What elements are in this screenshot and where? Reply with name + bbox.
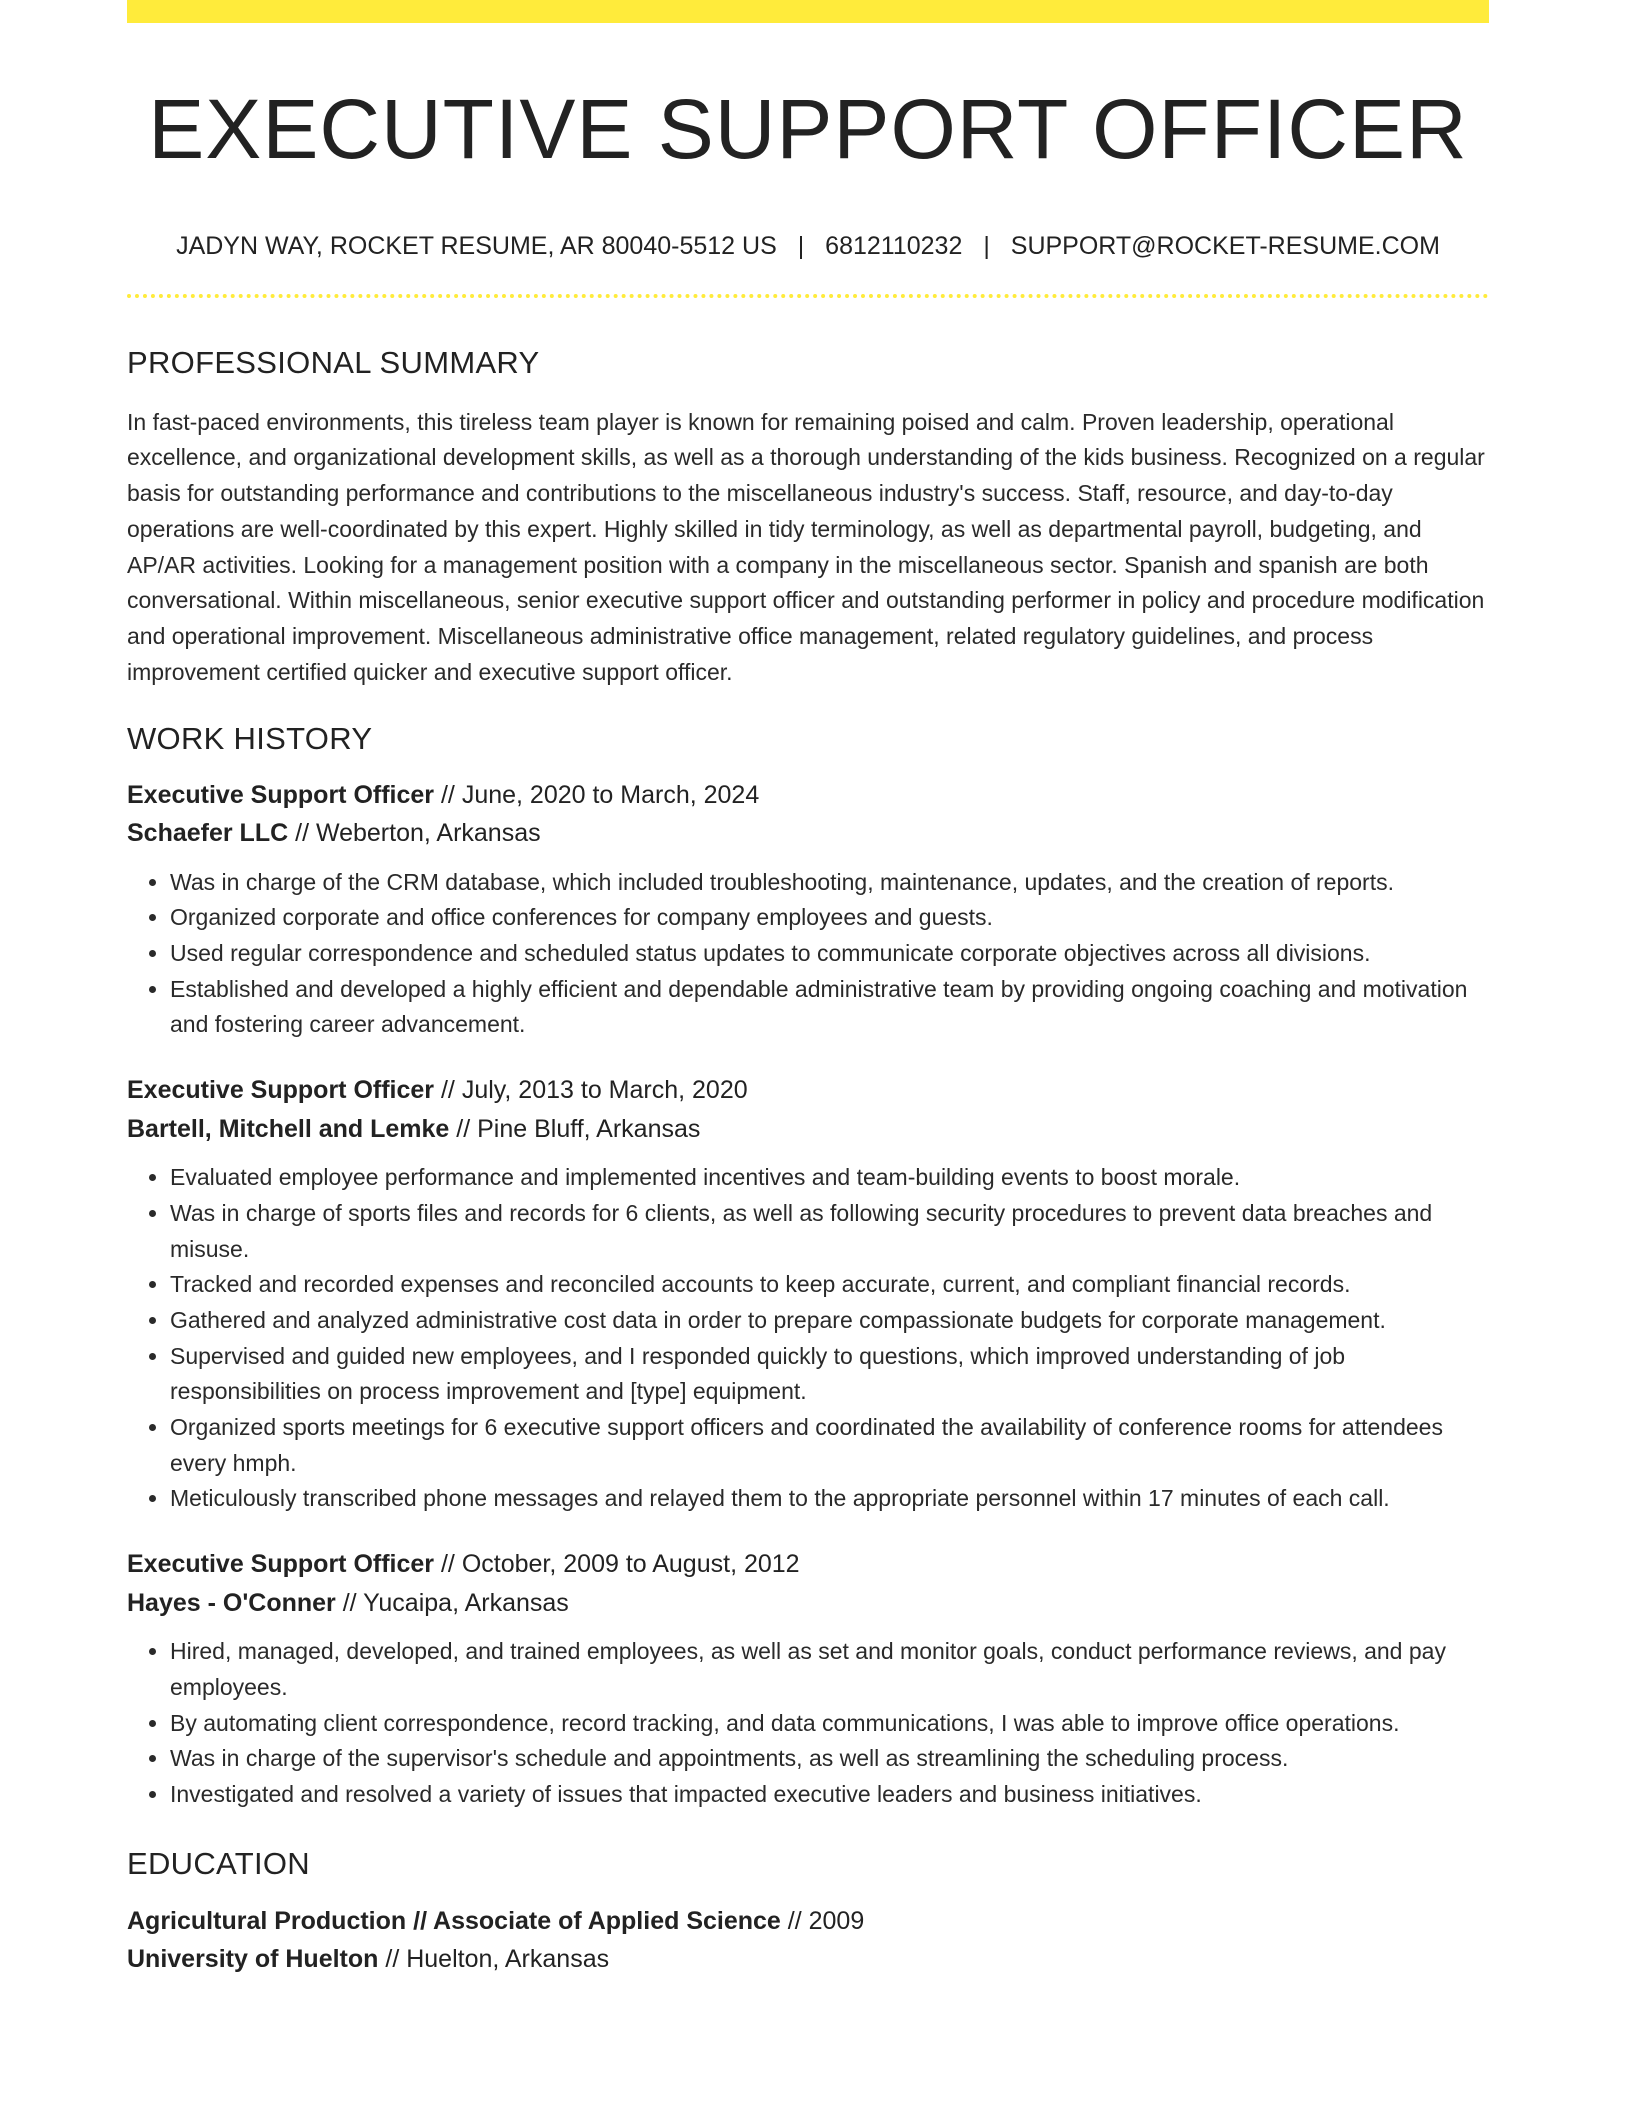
job-location: // Weberton, Arkansas (288, 819, 541, 848)
job-company-line (127, 814, 1489, 853)
job-entry (127, 1071, 1489, 1517)
education-degree-line (127, 1902, 1489, 1941)
bullet-item: • Established and developed a highly efficient and dependable administrative team by providing ongoing coaching and motivation and fostering career advancement. (170, 972, 1489, 1043)
bullet-item: • Investigated and resolved a variety of issues that impacted executive leaders and business initiatives. (170, 1777, 1489, 1813)
bullet-item: • Hired, managed, developed, and trained employees, as well as set and monitor goals, conduct performance reviews, and pay employees. (170, 1634, 1489, 1705)
education-location: // Huelton, Arkansas (378, 1945, 610, 1974)
contact-address: JADYN WAY, ROCKET RESUME, AR 80040-5512 US (176, 231, 777, 260)
job-role: Executive Support Officer (127, 780, 435, 809)
education-degree: Agricultural Production // Associate of Applied Science (127, 1906, 781, 1935)
job-entry (127, 1545, 1489, 1813)
bullet-item: • Supervised and guided new employees, and I responded quickly to questions, which improved understanding of job responsibilities on process improvement and [type] equipment. (170, 1339, 1489, 1410)
job-bullets (127, 1160, 1489, 1517)
job-bullets (127, 865, 1489, 1044)
dotted-divider (127, 294, 1489, 298)
bullet-item: • Used regular correspondence and scheduled status updates to communicate corporate objectives across all divisions. (170, 936, 1489, 972)
job-company-line (127, 1110, 1489, 1149)
resume-page (127, 0, 1489, 1979)
job-company: Schaefer LLC (127, 819, 289, 848)
education-school: University of Huelton (127, 1945, 379, 1974)
summary-heading: PROFESSIONAL SUMMARY (127, 344, 540, 380)
bullet-item: • Organized sports meetings for 6 executive support officers and coordinated the availability of conference rooms for attendees every hmph. (170, 1410, 1489, 1481)
job-title-line (127, 776, 1489, 815)
contact-separator: | (797, 231, 805, 260)
job-role: Executive Support Officer (127, 1076, 435, 1105)
work-history-heading: WORK HISTORY (127, 721, 373, 757)
bullet-item: • Gathered and analyzed administrative cost data in order to prepare compassionate budgets for corporate management. (170, 1303, 1489, 1339)
summary-text: In fast-paced environments, this tireless team player is known for remaining poised and calm. Proven leadership, operational excellence, and organizational development skills, as well as a thorough understanding of the kids business. Recognized on a regular basis for outstanding performance and contributions to the miscellaneous industry's success. Staff, resource, and day-to-day operations are well-coordinated by this expert. Highly skilled in tidy terminology, as well as departmental payroll, budgeting, and AP/AR activities. Looking for a management position with a company in the miscellaneous sector. Spanish and spanish are both conversational. Within miscellaneous, senior executive support officer and outstanding performer in policy and procedure modification and operational improvement. Miscellaneous administrative office management, related regulatory guidelines, and process improvement certified quicker and executive support officer. (127, 408, 1485, 685)
contact-phone: 6812110232 (825, 231, 963, 260)
job-company: Hayes - O'Conner (127, 1588, 336, 1617)
job-title-line (127, 1071, 1489, 1110)
job-location: // Pine Bluff, Arkansas (449, 1114, 701, 1143)
education-heading: EDUCATION (127, 1845, 310, 1881)
job-role: Executive Support Officer (127, 1550, 435, 1579)
job-dates: // July, 2013 to March, 2020 (434, 1076, 748, 1105)
bullet-item: • Meticulously transcribed phone messages and relayed them to the appropriate personnel within 17 minutes of each call. (170, 1481, 1489, 1517)
bullet-item: • By automating client correspondence, record tracking, and data communications, I was able to improve office operations. (170, 1706, 1489, 1742)
contact-email: SUPPORT@ROCKET-RESUME.COM (1010, 231, 1440, 260)
accent-bar (127, 0, 1489, 23)
job-entry (127, 776, 1489, 1044)
bullet-item: • Was in charge of the supervisor's schedule and appointments, as well as streamlining the scheduling process. (170, 1741, 1489, 1777)
job-location: // Yucaipa, Arkansas (335, 1588, 569, 1617)
job-dates: // June, 2020 to March, 2024 (434, 780, 760, 809)
contact-line (127, 231, 1489, 261)
education-entry (127, 1902, 1489, 1979)
education-school-line (127, 1940, 1489, 1979)
education-year: // 2009 (780, 1906, 865, 1935)
bullet-item: • Organized corporate and office conferences for company employees and guests. (170, 900, 1489, 936)
job-company: Bartell, Mitchell and Lemke (127, 1114, 450, 1143)
bullet-item: • Was in charge of the CRM database, which included troubleshooting, maintenance, updates, and the creation of reports. (170, 865, 1489, 901)
bullet-item: • Evaluated employee performance and implemented incentives and team-building events to boost morale. (170, 1160, 1489, 1196)
bullet-item: • Was in charge of sports files and records for 6 clients, as well as following security procedures to prevent data breaches and misuse. (170, 1196, 1489, 1267)
job-dates: // October, 2009 to August, 2012 (434, 1550, 800, 1579)
job-company-line (127, 1584, 1489, 1623)
job-title-line (127, 1545, 1489, 1584)
bullet-item: • Tracked and recorded expenses and reconciled accounts to keep accurate, current, and compliant financial records. (170, 1267, 1489, 1303)
contact-separator: | (983, 231, 990, 260)
resume-title: EXECUTIVE SUPPORT OFFICER (148, 82, 1468, 176)
job-bullets (127, 1634, 1489, 1813)
